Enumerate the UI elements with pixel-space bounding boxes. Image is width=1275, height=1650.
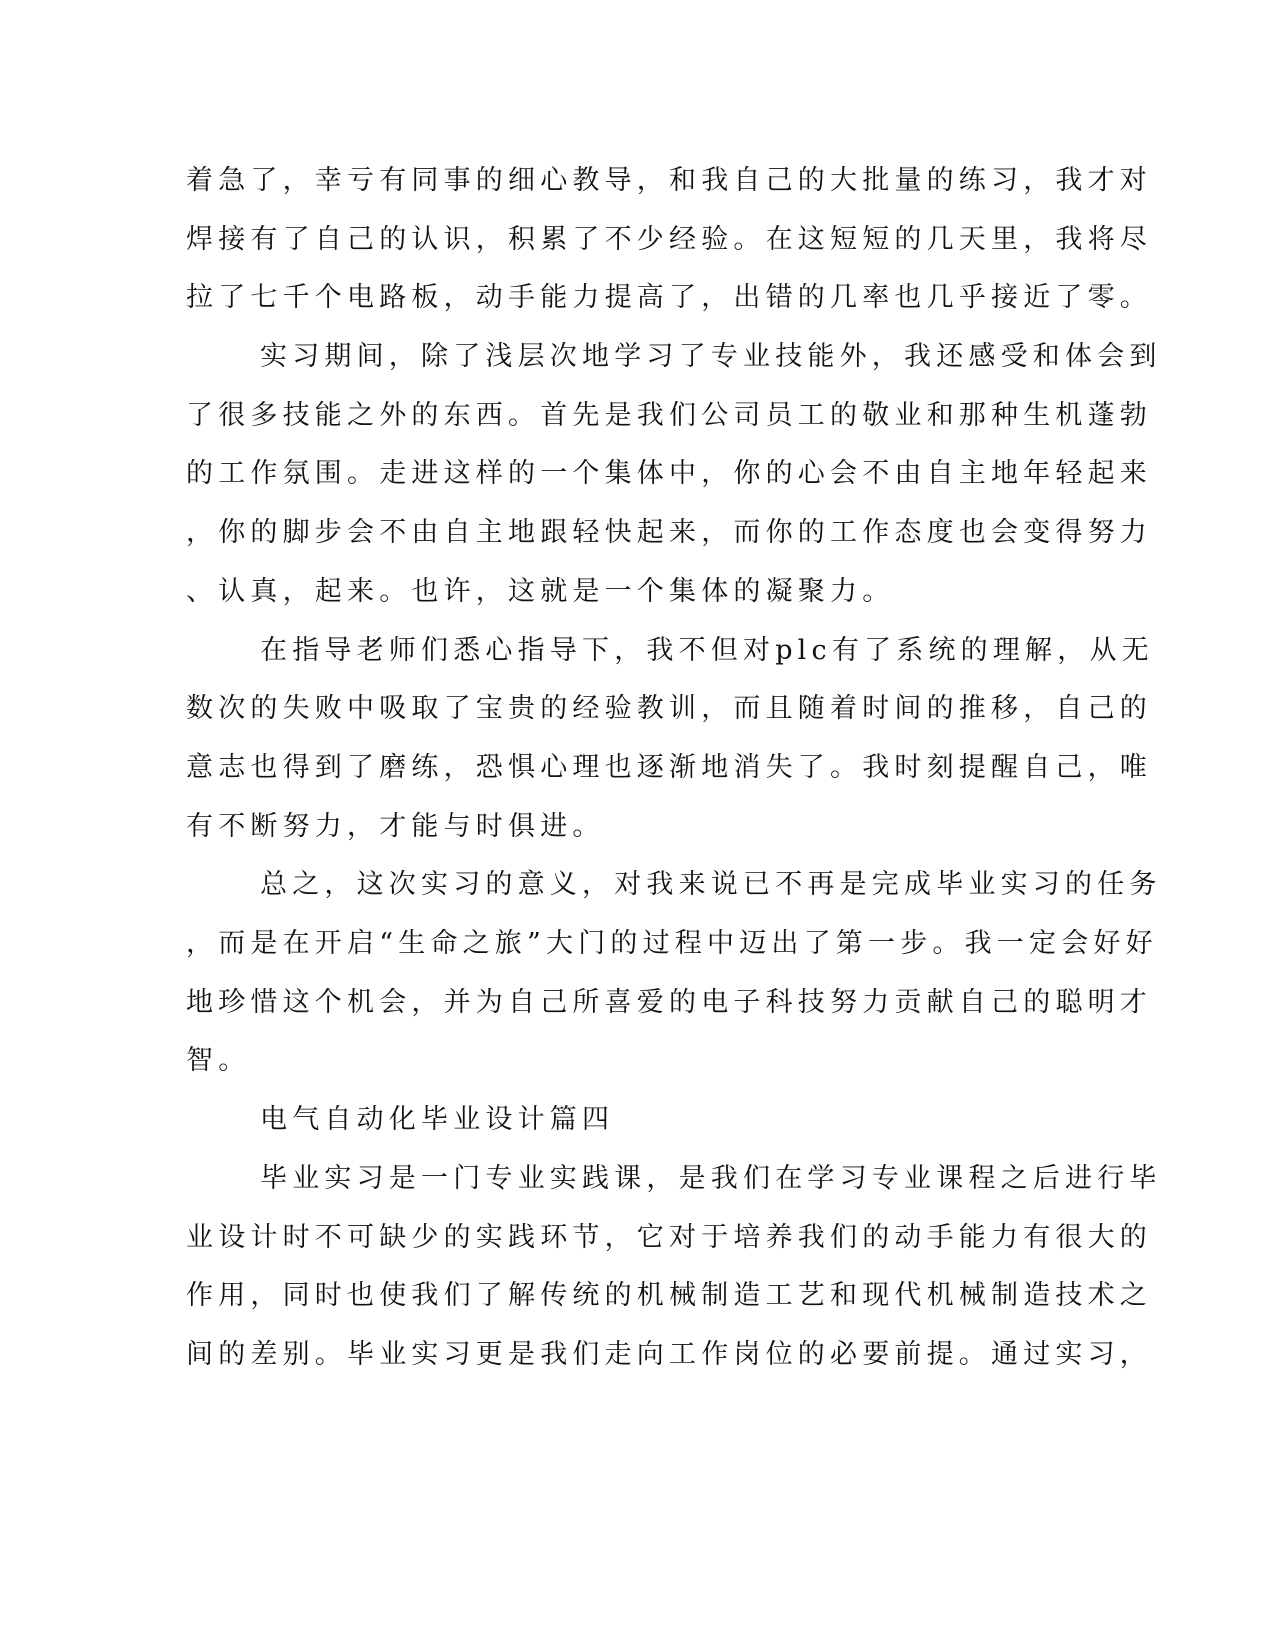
text-line-20: 作用，同时也使我们了解传统的机械制造工艺和现代机械制造技术之 [186, 1280, 1152, 1311]
text-line-12: 有不断努力，才能与时俱进。 [186, 811, 605, 842]
text-line-6: 的工作氛围。走进这样的一个集体中，你的心会不由自主地年轻起来 [186, 458, 1152, 489]
text-line-7: ，你的脚步会不由自主地跟轻快起来，而你的工作态度也会变得努力 [186, 517, 1152, 548]
text-line-1: 着急了，幸亏有同事的细心教导，和我自己的大批量的练习，我才对 [186, 165, 1152, 196]
text-line-5: 了很多技能之外的东西。首先是我们公司员工的敬业和那种生机蓬勃 [186, 400, 1152, 431]
text-line-15: 地珍惜这个机会，并为自己所喜爱的电子科技努力贡献自己的聪明才 [186, 987, 1152, 1018]
text-line-4: 实习期间，除了浅层次地学习了专业技能外，我还感受和体会到 [260, 341, 1162, 372]
text-line-9: 在指导老师们悉心指导下，我不但对plc有了系统的理解，从无 [260, 635, 1154, 666]
text-line-16: 智。 [186, 1045, 251, 1076]
text-line-13: 总之，这次实习的意义，对我来说已不再是完成毕业实习的任务 [260, 869, 1162, 900]
text-line-3: 拉了七千个电路板，动手能力提高了，出错的几率也几乎接近了零。 [186, 282, 1152, 313]
text-line-18: 毕业实习是一门专业实践课，是我们在学习专业课程之后进行毕 [260, 1163, 1162, 1194]
section-heading: 电气自动化毕业设计篇四 [260, 1104, 615, 1135]
text-line-8: 、认真，起来。也许，这就是一个集体的凝聚力。 [186, 576, 895, 607]
text-line-14: ，而是在开启“生命之旅”大门的过程中迈出了第一步。我一定会好好 [186, 928, 1158, 959]
text-line-10: 数次的失败中吸取了宝贵的经验教训，而且随着时间的推移，自己的 [186, 693, 1152, 724]
text-line-11: 意志也得到了磨练，恐惧心理也逐渐地消失了。我时刻提醒自己，唯 [186, 752, 1152, 783]
text-line-19: 业设计时不可缺少的实践环节，它对于培养我们的动手能力有很大的 [186, 1222, 1152, 1253]
text-line-21: 间的差别。毕业实习更是我们走向工作岗位的必要前提。通过实习， [186, 1339, 1152, 1370]
text-line-2: 焊接有了自己的认识，积累了不少经验。在这短短的几天里，我将尽 [186, 224, 1152, 255]
